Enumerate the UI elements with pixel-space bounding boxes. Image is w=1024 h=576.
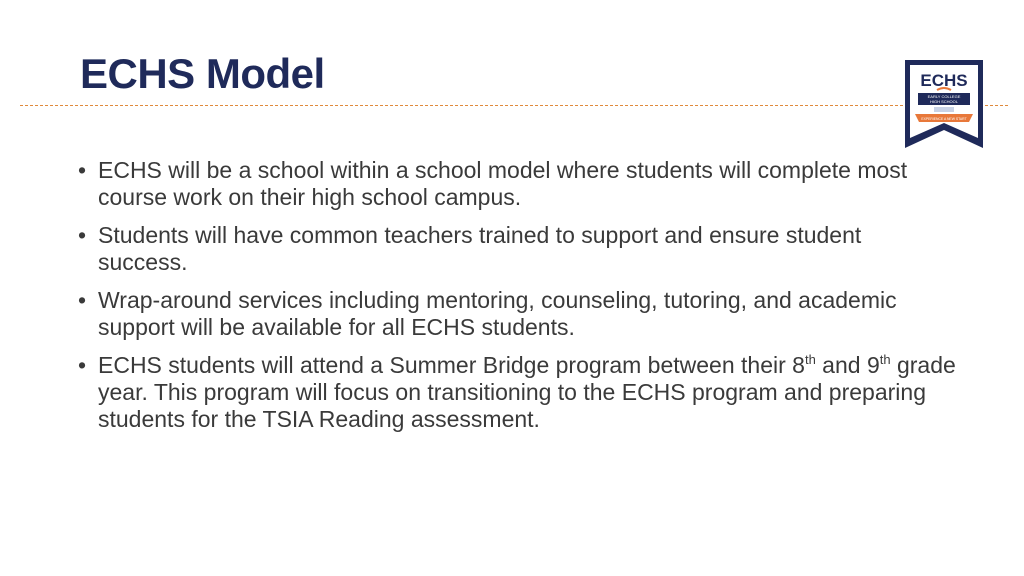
- bullet-text-part: and 9: [815, 352, 880, 378]
- ordinal-suffix: th: [804, 352, 816, 367]
- ordinal-suffix: th: [879, 352, 891, 367]
- title-divider: [20, 105, 1008, 106]
- bullet-text-part: ECHS students will attend a Summer Bridge program between their 8: [98, 352, 805, 378]
- bullet-item: [76, 222, 956, 276]
- bullet-text: Wrap-around services including mentoring, counseling, tutoring, and academic support will be available for all ECHS students.: [98, 287, 897, 340]
- bullet-item: [76, 157, 956, 211]
- bullet-text-part: grade year. This program will focus on transitioning to the ECHS program and preparing students for the TSIA Reading assessment.: [98, 352, 956, 432]
- svg-text:EXPERIENCE A NEW START: EXPERIENCE A NEW START: [921, 117, 967, 121]
- slide-title: ECHS Model: [80, 50, 325, 97]
- bullet-item: [76, 287, 956, 341]
- bullet-text: Students will have common teachers trained to support and ensure student success.: [98, 222, 862, 275]
- bullet-item: [76, 352, 956, 433]
- svg-text:EARLY COLLEGE: EARLY COLLEGE: [927, 94, 961, 99]
- svg-text:ECHS: ECHS: [920, 71, 968, 90]
- svg-text:HIGH SCHOOL: HIGH SCHOOL: [929, 99, 959, 104]
- bullet-text: ECHS will be a school within a school model where students will complete most course work on their high school campus.: [98, 157, 908, 210]
- echs-logo: [903, 58, 985, 154]
- bullet-list: [76, 157, 956, 444]
